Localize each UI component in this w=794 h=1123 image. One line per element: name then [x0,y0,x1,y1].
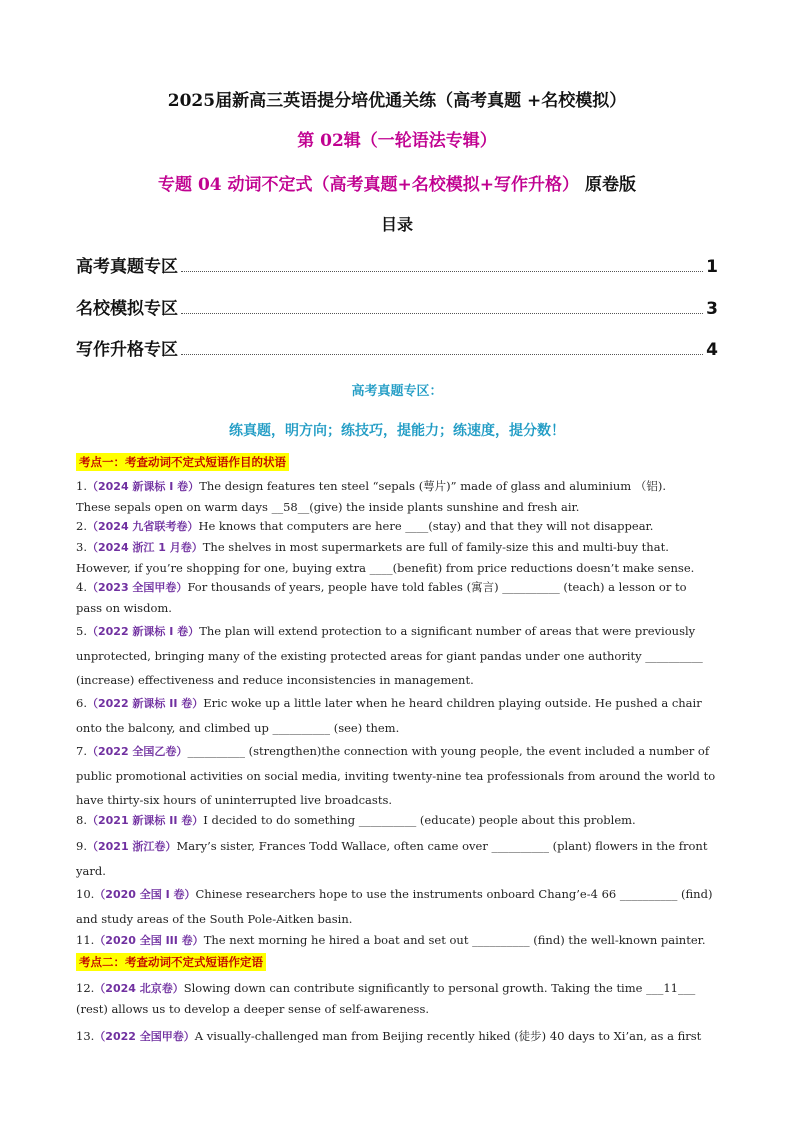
question-text: (increase) effectiveness and reduce inconsistencies in management. [76,673,474,687]
question-line [76,739,718,764]
document-subtitle: 第 02辑（一轮语法专辑） [297,131,497,151]
question-line [76,537,718,558]
question-text: public promotional activities on social media, inviting twenty-nine tea professionals from around the world to [76,769,716,783]
question-text: These sepals open on warm days __58__(give) the inside plants sunshine and fresh air. [76,500,580,514]
question-number: 6. [76,696,87,710]
question-text: The next morning he hired a boat and set out __________ (find) the well-known painter. [203,933,706,947]
question-text: and study areas of the South Pole-Aitken basin. [76,912,353,926]
question-text: Mary’s sister, Frances Todd Wallace, often came over __________ (plant) flowers in the front [176,839,708,853]
toc-entry-page: 4 [706,340,718,360]
question-number: 2. [76,519,87,533]
question-line [76,907,718,931]
question-text: have thirty-six hours of uninterrupted live broadcasts. [76,793,392,807]
question-source: （2020 全国 I 卷） [94,888,196,901]
question-text: Chinese researchers hope to use the instruments onboard Chang’e-4 66 __________ (find) [195,887,713,901]
question-item [76,476,718,517]
question-number: 8. [76,813,87,827]
question-text: Eric woke up a little later when he heard children playing outside. He pushed a chair [203,696,702,710]
question-line [76,497,718,517]
question-text: __________ (strengthen)the connection with young people, the event included a number of [187,744,710,758]
question-line [76,810,718,831]
question-text: The design features ten steel “sepals (萼片)” made of glass and aluminium （铝). [199,479,666,493]
question-number: 9. [76,839,87,853]
question-item [76,978,718,1019]
kaodian-heading: 考点二：考查动词不定式短语作定语 [76,953,266,971]
question-line [76,788,718,812]
question-number: 1. [76,479,87,493]
question-item [76,577,718,618]
question-item [76,537,718,578]
document-title: 2025届新高三英语提分培优通关练（高考真题 +名校模拟） [167,91,627,111]
toc-entry-page: 3 [706,299,718,319]
question-item [76,882,718,931]
question-source: （2024 九省联考卷） [86,520,199,533]
toc-heading: 目录 [380,215,413,234]
toc-leader-dots [181,313,703,314]
question-number: 4. [76,580,87,594]
question-number: 10. [76,887,95,901]
question-item [76,739,718,812]
question-number: 11. [76,933,95,947]
question-text: The plan will extend protection to a significant number of areas that were previously [199,624,696,638]
question-line [76,764,718,788]
topic-title [0,170,794,195]
question-line [76,882,718,907]
question-line [76,716,718,740]
question-source: （2024 新课标 I 卷） [86,480,200,493]
toc-entry-page: 1 [706,257,718,277]
question-source: （2024 北京卷） [94,982,184,995]
question-line [76,619,718,644]
question-text: Slowing down can contribute significantly to personal growth. Taking the time ___11___ [183,981,696,995]
question-number: 5. [76,624,87,638]
question-source: （2022 新课标 II 卷） [86,697,204,710]
question-text: onto the balcony, and climbed up __________ (see) them. [76,721,400,735]
section-title: 高考真题专区： [351,384,443,399]
question-line [76,598,718,618]
question-line [76,978,718,999]
toc-entry[interactable] [76,253,718,277]
question-item [76,619,718,692]
question-item [76,930,718,951]
question-source: （2023 全国甲卷） [86,581,188,594]
question-source: （2022 全国乙卷） [86,745,188,758]
question-item [76,691,718,740]
question-number: 3. [76,540,87,554]
question-line [76,691,718,716]
section-slogan: 练真题，明方向；练技巧，提能力；练速度，提分数！ [229,423,565,439]
question-item [76,810,718,831]
question-text: He knows that computers are here ____(stay) and that they will not disappear. [198,519,654,533]
question-line [76,859,718,883]
question-line [76,668,718,692]
question-source: （2020 全国 III 卷） [94,934,204,947]
toc-entry[interactable] [76,295,718,319]
question-source: （2022 新课标 I 卷） [86,625,200,638]
toc-entry-label: 写作升格专区 [76,340,178,360]
question-item [76,1026,718,1047]
toc-entry-label: 高考真题专区 [76,257,178,277]
question-text: (rest) allows us to develop a deeper sense of self-awareness. [76,1002,430,1016]
question-line [76,558,718,578]
question-item [76,834,718,883]
topic-title-main: 专题 04 动词不定式（高考真题+名校模拟+写作升格） [158,175,580,195]
question-line [76,577,718,598]
question-source: （2024 浙江 1 月卷） [86,541,203,554]
question-text: For thousands of years, people have told fables (寓言) __________ (teach) a lesson or to [187,580,687,594]
toc-entry[interactable] [76,336,718,360]
question-number: 7. [76,744,87,758]
question-item [76,516,718,537]
question-line [76,476,718,497]
question-source: （2022 全国甲卷） [94,1030,195,1043]
question-text: A visually-challenged man from Beijing recently hiked (徒步) 40 days to Xi’an, as a first [194,1029,702,1043]
question-line [76,1026,718,1047]
question-line [76,644,718,668]
question-line [76,834,718,859]
question-line [76,999,718,1019]
topic-title-suffix: 原卷版 [584,175,636,195]
question-line [76,930,718,951]
question-text: I decided to do something __________ (educate) people about this problem. [203,813,636,827]
question-text: pass on wisdom. [76,601,172,615]
question-text: The shelves in most supermarkets are full of family-size this and multi-buy that. [202,540,669,554]
question-source: （2021 新课标 II 卷） [86,814,204,827]
question-source: （2021 浙江卷） [86,840,177,853]
question-line [76,516,718,537]
toc-entry-label: 名校模拟专区 [76,299,178,319]
question-number: 13. [76,1029,95,1043]
question-number: 12. [76,981,95,995]
question-text: unprotected, bringing many of the existing protected areas for giant pandas under one authority __________ [76,649,703,663]
kaodian-heading: 考点一：考查动词不定式短语作目的状语 [76,453,289,471]
question-text: yard. [76,864,106,878]
toc-leader-dots [181,271,703,272]
question-text: However, if you’re shopping for one, buying extra ____(benefit) from price reductions doesn’t make sense. [76,561,695,575]
toc-leader-dots [181,354,703,355]
